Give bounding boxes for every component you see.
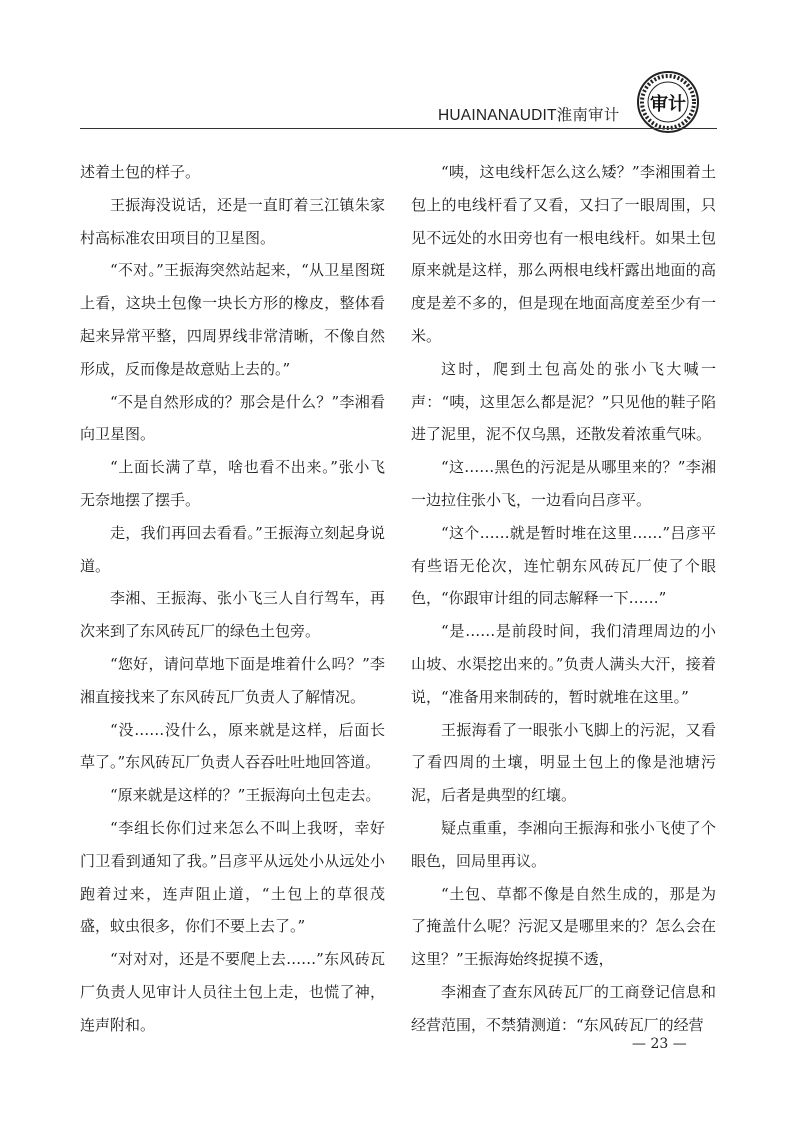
paragraph: “您好，请问草地下面是堆着什么吗？”李湘直接找来了东风砖瓦厂负责人了解情况。 <box>80 654 385 706</box>
paragraph: “上面长满了草，啥也看不出来。”张小飞无奈地摆了摆手。 <box>80 458 385 509</box>
paragraph: “李组长你们过来怎么不叫上我呀，幸好门卫看到通知了我。”吕彦平从远处小从远处小跑着过来，连声阻止道，“土包上的草很茂盛，蚊虫很多，你们不要上去了。” <box>80 818 385 936</box>
paragraph: “是……是前段时间，我们清理周边的小山坡、水渠挖出来的。”负责人满头大汗，接着说，“准备用来制砖的，暂时就堆在这里。” <box>411 622 716 706</box>
left-column <box>80 156 385 1042</box>
paragraph: 述着土包的样子。 <box>80 163 201 181</box>
paragraph: “原来就是这样的？”王振海向土包走去。 <box>110 786 381 805</box>
paragraph: 王振海没说话，还是一直盯着三江镇朱家村高标准农田项目的卫星图。 <box>80 195 385 247</box>
paragraph: 王振海看了一眼张小飞脚上的污泥，又看了看四周的土壤，明显土包上的像是池塘污泥，后者是典型的红壤。 <box>411 720 716 805</box>
paragraph: “咦，这电线杆怎么这么矮？”李湘围着土包上的电线杆看了又看，又扫了一眼周围，只见不远处的水田旁也有一根电线杆。如果土包原来就是这样，那么两根电线杆露出地面的高度是差不多的，但是现在地面高度差至少有一米。 <box>411 163 716 345</box>
paragraph: “对对对，还是不要爬上去……”东风砖瓦厂负责人见审计人员往土包上走，也慌了神，连声附和。 <box>80 950 385 1034</box>
paragraph: 疑点重重，李湘向王振海和张小飞使了个眼色，回局里再议。 <box>411 818 716 870</box>
paragraph: “不对。”王振海突然站起来，“从卫星图斑上看，这块土包像一块长方形的橡皮，整体看起来异常平整，四周界线非常清晰，不像自然形成，反而像是故意贴上去的。” <box>80 261 385 378</box>
page-number: — 23 — <box>632 1036 687 1052</box>
header-divider <box>80 128 717 129</box>
paragraph: “土包、草都不像是自然生成的，那是为了掩盖什么呢？污泥又是哪里来的？怎么会在这里？”王振海始终捉摸不透， <box>411 884 716 969</box>
logo-text: 审计 <box>650 94 686 115</box>
paragraph: 这时，爬到土包高处的张小飞大喊一声：“咦，这里怎么都是泥？”只见他的鞋子陷进了泥里，泥不仅乌黑，还散发着浓重气味。 <box>411 359 716 444</box>
paragraph: “不是自然形成的？那会是什么？”李湘看向卫星图。 <box>80 392 385 444</box>
right-column <box>411 156 716 1042</box>
paragraph: 李湘查了查东风砖瓦厂的工商登记信息和经营范围，不禁猜测道：“东风砖瓦厂的经营 <box>411 982 716 1034</box>
audit-seal-logo-icon <box>636 70 700 134</box>
header-title: HUAINANAUDIT淮南审计 <box>438 107 620 124</box>
paragraph: 李湘、王振海、张小飞三人自行驾车，再次来到了东风砖瓦厂的绿色土包旁。 <box>80 589 385 641</box>
paragraph: “这个……就是暂时堆在这里……”吕彦平有些语无伦次，连忙朝东风砖瓦厂使了个眼色，“你跟审计组的同志解释一下……” <box>411 523 716 608</box>
paragraph: 走，我们再回去看看。”王振海立刻起身说道。 <box>80 523 385 575</box>
paragraph: “没……没什么，原来就是这样，后面长草了。”东风砖瓦厂负责人吞吞吐吐地回答道。 <box>80 720 385 772</box>
paragraph: “这……黑色的污泥是从哪里来的？”李湘一边拉住张小飞，一边看向吕彦平。 <box>411 458 716 509</box>
